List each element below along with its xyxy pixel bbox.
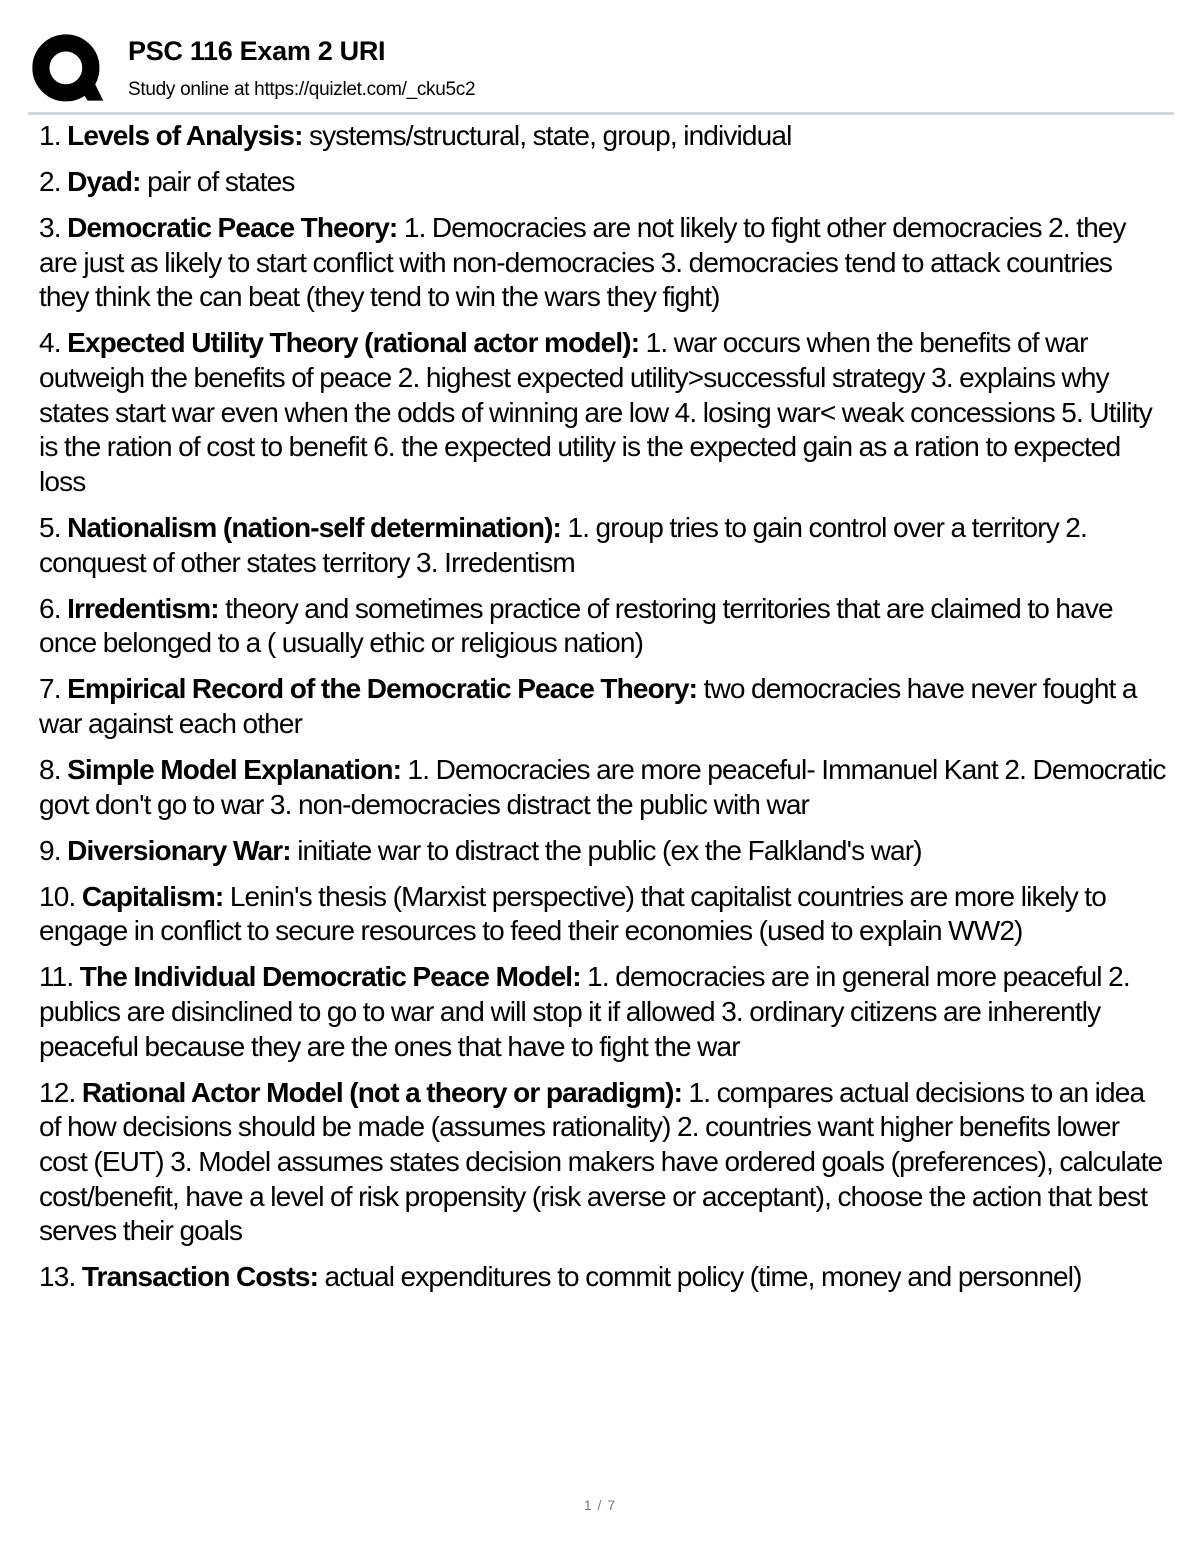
term-item bbox=[39, 511, 1166, 580]
term-item bbox=[39, 880, 1166, 949]
term-item bbox=[39, 753, 1166, 822]
term-definition: theory and sometimes practice of restoring territories that are claimed to have once belonged to a ( usually ethic or religious nation) bbox=[39, 592, 1113, 659]
term-name: Levels of Analysis: bbox=[67, 120, 303, 151]
term-item bbox=[39, 834, 1166, 869]
term-name: Diversionary War: bbox=[67, 834, 291, 866]
term-name: Capitalism: bbox=[81, 880, 224, 912]
term-number: 1. bbox=[39, 120, 61, 151]
term-definition: systems/structural, state, group, individual bbox=[309, 120, 792, 151]
term-item bbox=[39, 1260, 1166, 1295]
term-name: The Individual Democratic Peace Model: bbox=[79, 961, 581, 993]
term-definition: 1. Democracies are not likely to fight other democracies 2. they are just as likely to start conflict with non-democracies 3. democracies tend to attack countries they think the can beat (they tend to win the wars they fight) bbox=[39, 212, 1126, 313]
term-item bbox=[39, 119, 1166, 154]
term-number: 8. bbox=[39, 754, 61, 785]
term-item bbox=[39, 592, 1166, 661]
term-name: Democratic Peace Theory: bbox=[67, 212, 398, 244]
term-item bbox=[39, 1076, 1166, 1249]
term-number: 9. bbox=[39, 834, 61, 866]
term-number: 7. bbox=[39, 673, 61, 705]
term-list bbox=[39, 119, 1166, 1306]
term-number: 2. bbox=[39, 166, 61, 198]
term-definition: 1. group tries to gain control over a territory 2. conquest of other states territory 3. Irredentism bbox=[39, 511, 1087, 578]
term-number: 10. bbox=[39, 880, 76, 912]
term-definition: Lenin's thesis (Marxist perspective) that capitalist countries are more likely to engage in conflict to secure resources to feed their economies (used to explain WW2) bbox=[39, 880, 1106, 947]
term-number: 13. bbox=[39, 1261, 76, 1293]
term-number: 11. bbox=[39, 961, 74, 993]
term-definition: initiate war to distract the public (ex the Falkland's war) bbox=[297, 834, 922, 866]
quizlet-q-logo-icon bbox=[30, 32, 108, 110]
term-definition: pair of states bbox=[147, 166, 295, 198]
term-item bbox=[39, 211, 1166, 315]
term-item bbox=[39, 326, 1166, 499]
page-number: 1 / 7 bbox=[583, 1497, 617, 1513]
term-definition: 1. democracies are in general more peaceful 2. publics are disinclined to go to war and will stop it if allowed 3. ordinary citizens are inherently peaceful because they are the ones that have to fight the war bbox=[39, 961, 1130, 1062]
term-item bbox=[39, 672, 1166, 741]
term-name: Transaction Costs: bbox=[81, 1261, 319, 1293]
term-number: 6. bbox=[39, 592, 61, 624]
term-definition: 1. Democracies are more peaceful- Immanuel Kant 2. Democratic govt don't go to war 3. non-democracies distract the public with war bbox=[39, 754, 1166, 820]
term-name: Nationalism (nation-self determination): bbox=[67, 511, 562, 543]
header-divider bbox=[28, 112, 1174, 115]
term-number: 3. bbox=[39, 212, 61, 244]
term-item bbox=[39, 960, 1166, 1064]
term-item bbox=[39, 165, 1166, 200]
term-name: Rational Actor Model (not a theory or paradigm): bbox=[81, 1076, 683, 1108]
term-name: Irredentism: bbox=[67, 592, 219, 624]
term-number: 4. bbox=[39, 327, 61, 359]
term-name: Simple Model Explanation: bbox=[67, 754, 402, 785]
term-definition: actual expenditures to commit policy (time, money and personnel) bbox=[324, 1261, 1082, 1293]
study-online-link-text: Study online at https://quizlet.com/_cku5c2 bbox=[128, 79, 476, 100]
document-title: PSC 116 Exam 2 URI bbox=[128, 36, 386, 66]
term-definition: 1. war occurs when the benefits of war outweigh the benefits of peace 2. highest expected utility>successful strategy 3. explains why states start war even when the odds of winning are low 4. losing war< weak concessions 5. Utility is the ration of cost to benefit 6. the expected utility is the expected gain as a ration to expected loss bbox=[39, 327, 1152, 497]
term-definition: two democracies have never fought a war against each other bbox=[39, 673, 1137, 739]
term-definition: 1. compares actual decisions to an idea of how decisions should be made (assumes rationality) 2. countries want higher benefits lower cost (EUT) 3. Model assumes states decision makers have ordered goals (preferences), calculate cost/benefit, have a level of risk propensity (risk averse or acceptant), choose the action that best serves their goals bbox=[39, 1076, 1163, 1247]
term-name: Empirical Record of the Democratic Peace Theory: bbox=[67, 673, 698, 705]
term-name: Expected Utility Theory (rational actor model): bbox=[67, 327, 640, 359]
document-header bbox=[28, 28, 1174, 112]
term-name: Dyad: bbox=[67, 166, 141, 198]
term-number: 12. bbox=[39, 1076, 76, 1108]
term-number: 5. bbox=[39, 511, 61, 543]
